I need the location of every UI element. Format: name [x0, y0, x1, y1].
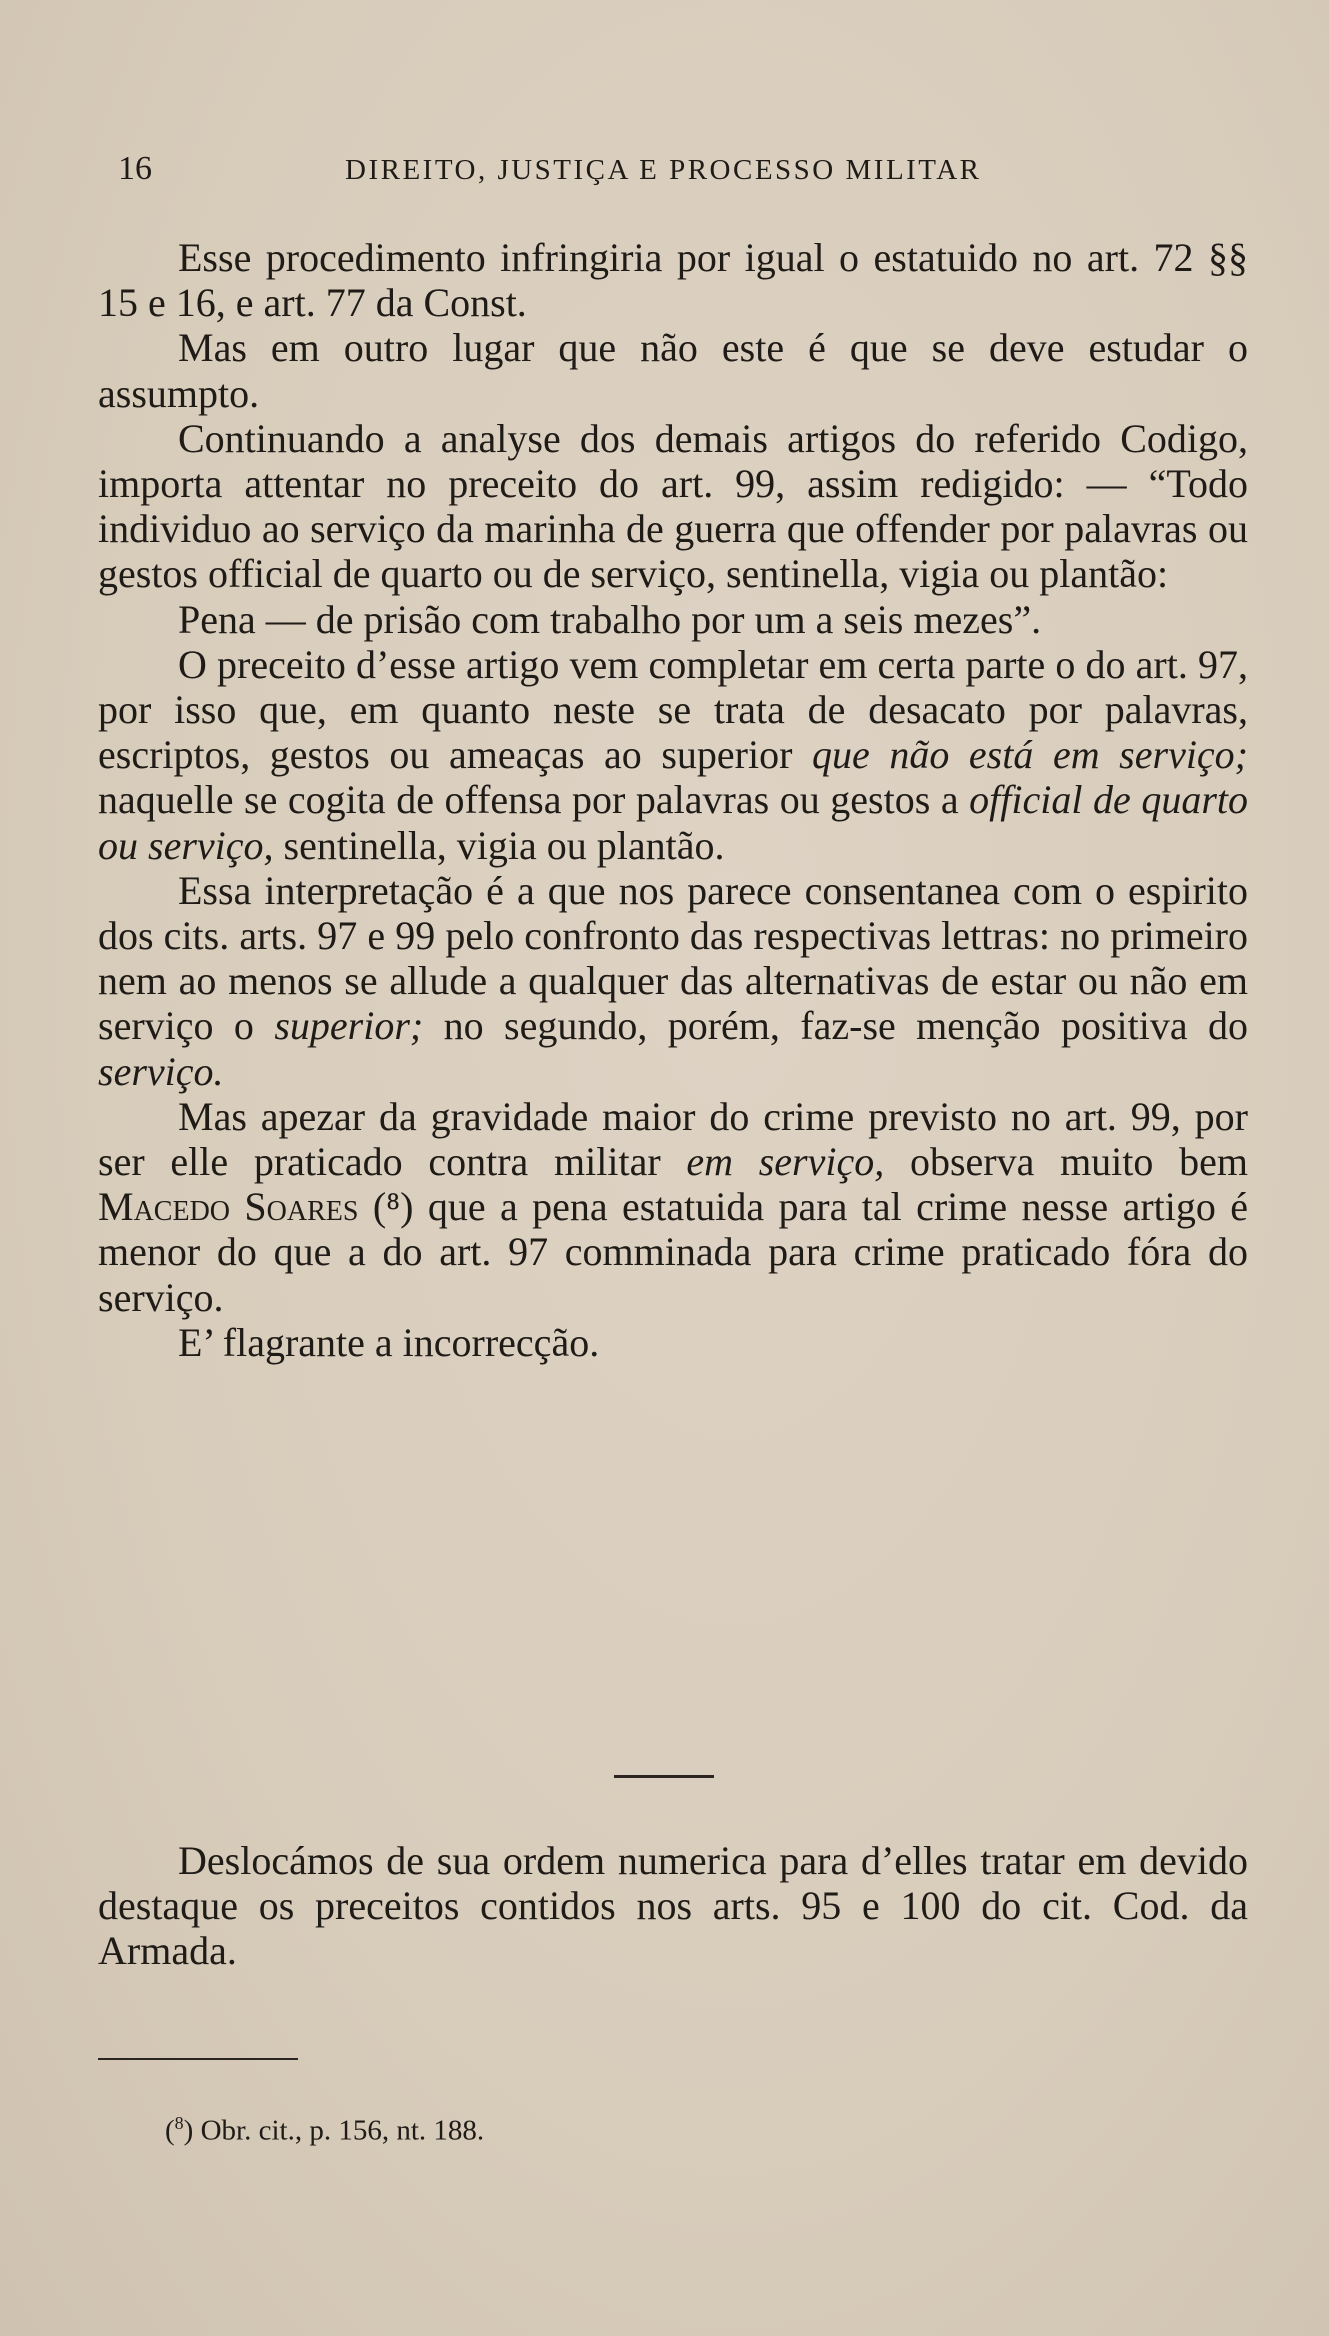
p6-text-a: Essa interpretação é a que nos parece consentanea com o espirito dos cits. arts. 97 e 99 pelo confronto das respectivas lettras: no primeiro nem ao menos se allude a qualquer das alternativas de estar ou não em serviço o: [98, 867, 1248, 1049]
p7-text-a: Mas apezar da gravidade maior do crime previsto no art. 99, por ser elle praticado contra militar: [98, 1093, 1248, 1185]
paragraph-8: E’ flagrante a incorrecção.: [178, 1319, 600, 1365]
p7-text-c: que a pena estatuida para tal crime nesse artigo é menor do que a do art. 97 comminada para crime praticado fóra do serviço.: [98, 1184, 1249, 1320]
p5-emphasis-a: que não está em serviço;: [812, 732, 1249, 778]
p5-text-b: naquelle se cogita de offensa por palavras ou gestos a: [98, 777, 959, 823]
paragraph-6: [98, 868, 1248, 1094]
paragraph-4: Pena — de prisão com trabalho por um a seis mezes”.: [178, 596, 1042, 642]
closing-text: [98, 1838, 1248, 1973]
p5-emphasis-b: official de quarto ou serviço,: [98, 777, 1249, 868]
running-head: [118, 150, 1268, 190]
paragraph-5: [98, 642, 1248, 868]
paragraph-3: Continuando a analyse dos demais artigos do referido Codigo, importa attentar no preceito do art. 99, assim redigido: — “Todo individuo ao serviço da marinha de guerra que offender por palavras ou gestos official de quarto ou de serviço, sentinella, vigia ou plantão:: [98, 415, 1248, 597]
p5-text-a: O preceito d’esse artigo vem completar em certa parte o do art. 97, por isso que, em quanto neste se trata de desacato por palavras, escriptos, gestos ou ameaças ao superior: [98, 641, 1248, 778]
paragraph-1: Esse procedimento infringiria por igual o estatuido no art. 72 §§ 15 e 16, e art. 77 da Const.: [98, 235, 1248, 326]
author-name: Macedo Soares: [98, 1184, 359, 1230]
p7-text-b: observa muito bem: [909, 1139, 1248, 1185]
footnote-marker: 8: [174, 2113, 184, 2133]
footnote-reference: (⁸): [372, 1184, 414, 1230]
paragraph-7: [98, 1094, 1248, 1320]
running-title: DIREITO, JUSTIÇA E PROCESSO MILITAR: [345, 154, 982, 186]
p6-emphasis-a: superior;: [274, 1003, 424, 1049]
p6-text-b: no segundo, porém, faz-se menção positiva do: [443, 1003, 1249, 1049]
p7-emphasis: em serviço,: [686, 1139, 885, 1185]
page-number: 16: [118, 150, 152, 187]
footnote-text: Obr. cit., p. 156, nt. 188.: [200, 2114, 485, 2147]
main-text: [98, 235, 1248, 1365]
section-separator: [614, 1775, 714, 1778]
footnote-rule: [98, 2058, 298, 2060]
p6-emphasis-b: serviço.: [98, 1048, 224, 1094]
footnote: ($^8$) Obr. cit., p. 156, nt. 188.: [165, 2113, 485, 2147]
paragraph-2: Mas em outro lugar que não este é que se deve estudar o assumpto.: [98, 325, 1248, 416]
p5-text-c: sentinella, vigia ou plantão.: [283, 822, 725, 868]
closing-paragraph: Deslocámos de sua ordem numerica para d’elles tratar em devido destaque os preceitos contidos nos arts. 95 e 100 do cit. Cod. da Armada.: [98, 1838, 1248, 1973]
